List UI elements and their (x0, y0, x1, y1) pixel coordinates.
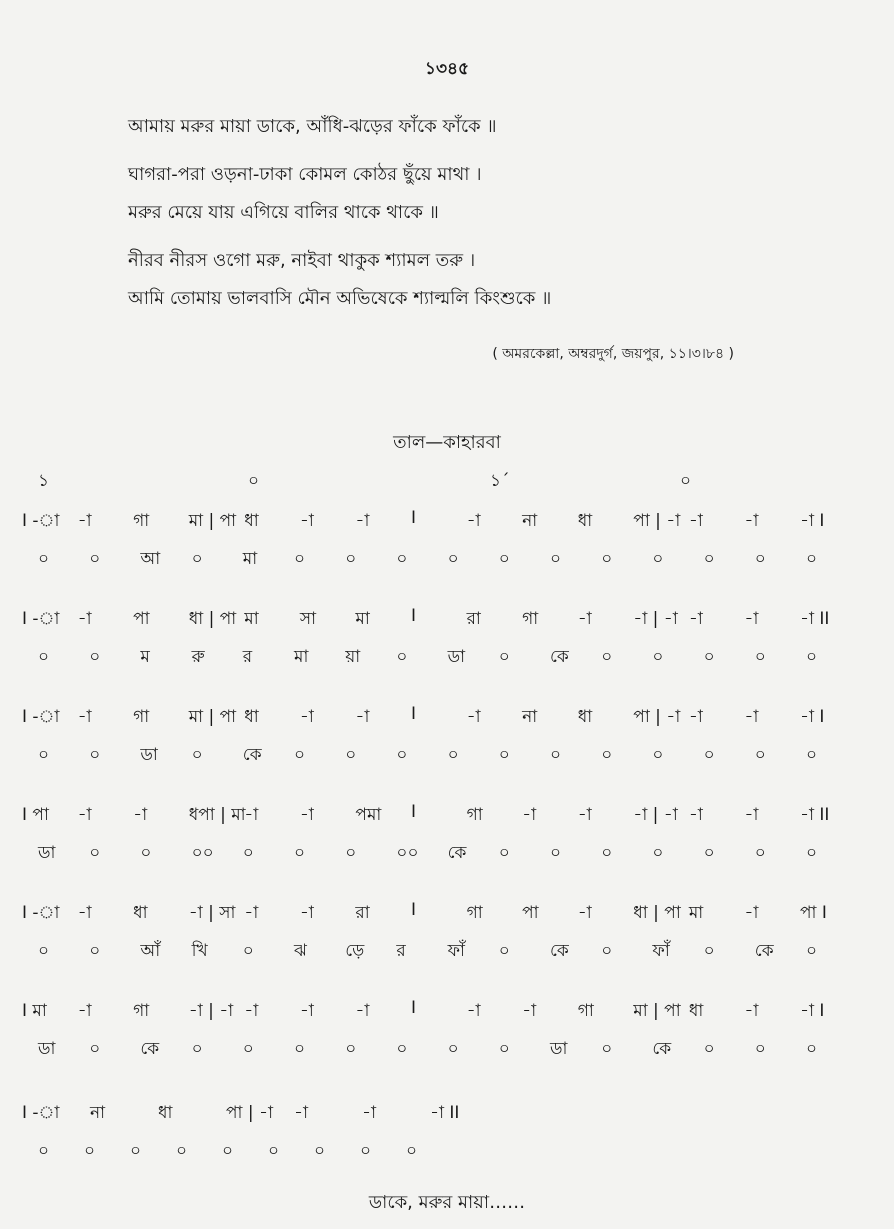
lyric-syllable: ০ (38, 647, 50, 667)
notation-row (0, 998, 894, 1026)
page-number: ১৩৪৫ (424, 59, 470, 79)
verse-line-5: আমি তোমায় ভালবাসি মৌন অভিষেকে শ্যাল্মলি কিংশুকে ॥ (128, 288, 552, 309)
note-cell: -া (577, 805, 592, 825)
lyric-syllable: ০ (89, 647, 101, 667)
lyric-syllable: ০ (703, 745, 715, 765)
lyric-syllable: ০ (396, 647, 408, 667)
note-cell: ধা | পা (633, 903, 681, 923)
closing-line: ডাকে, মরুর মায়া…… (368, 1192, 526, 1213)
note-cell: -া (77, 1001, 92, 1021)
note-cell: -া I (800, 511, 825, 531)
note-cell: -া (466, 511, 481, 531)
note-cell: -া (244, 805, 259, 825)
note-cell: -া | -া (633, 609, 678, 629)
lyric-syllable: ০ (703, 843, 715, 863)
lyric-syllable: ০ (176, 1141, 188, 1161)
note-cell: -া (744, 609, 759, 629)
lyric-syllable: ০ (242, 843, 254, 863)
lyric-syllable: আঁ (140, 941, 161, 961)
note-cell: -া (299, 1001, 314, 1021)
note-cell: গা (133, 511, 150, 531)
notation-row (0, 704, 894, 732)
note-cell: ধা (577, 707, 593, 727)
lyric-syllable: ০ (652, 745, 664, 765)
note-cell: -া (77, 707, 92, 727)
note-cell: -া (744, 707, 759, 727)
lyric-syllable: ০ (601, 941, 613, 961)
lyric-syllable: ০ (191, 745, 203, 765)
lyric-syllable: ০ (360, 1141, 372, 1161)
note-cell: ধা (244, 511, 259, 531)
lyric-syllable: ০ (447, 745, 459, 765)
lyric-row (0, 1036, 894, 1064)
verse-line-4: নীরব নীরস ওগো মরু, নাইবা থাকুক শ্যামল তরু । (128, 250, 476, 271)
beat-marks (0, 468, 894, 492)
lyric-syllable: ০ (345, 745, 357, 765)
lyric-syllable: ০ (806, 1039, 818, 1059)
lyric-syllable: ০ (191, 549, 203, 569)
lyric-row (0, 840, 894, 868)
note-cell: -া (299, 903, 314, 923)
verse-line-1: আমায় মরুর মায়া ডাকে, আঁধি-ঝড়ের ফাঁকে ফাঁকে ॥ (128, 116, 497, 137)
lyric-syllable: ০ (806, 549, 818, 569)
lyric-syllable: ০ (498, 941, 510, 961)
lyric-syllable: ০ (294, 1039, 306, 1059)
lyric-syllable: ০ (498, 549, 510, 569)
lyric-syllable: ০ (222, 1141, 234, 1161)
lyric-syllable: ০ (754, 647, 766, 667)
notation-row (0, 802, 894, 830)
note-cell: -া (299, 707, 314, 727)
lyric-syllable: ০ (550, 549, 562, 569)
lyric-syllable: ডা (550, 1039, 568, 1059)
lyric-syllable: ০ (652, 843, 664, 863)
note-cell: I -া (22, 903, 60, 923)
lyric-syllable: ০ (703, 647, 715, 667)
lyric-syllable: ০ (345, 843, 357, 863)
lyric-syllable: ০ (754, 1039, 766, 1059)
note-cell: -া (77, 511, 92, 531)
lyric-row (0, 938, 894, 966)
lyric-syllable: ০ (38, 549, 50, 569)
lyric-syllable: ০ (498, 647, 510, 667)
lyric-syllable: ০ (38, 941, 50, 961)
note-cell: -া (77, 903, 92, 923)
note-cell: I -া (22, 707, 60, 727)
notation-row (0, 900, 894, 928)
note-cell: -া (77, 609, 92, 629)
note-cell: -া (299, 511, 314, 531)
lyric-syllable: ০ (498, 843, 510, 863)
note-cell: গা (466, 805, 483, 825)
note-cell: মা (688, 903, 704, 923)
lyric-syllable: ০ (652, 647, 664, 667)
note-cell: -া (577, 609, 592, 629)
lyric-syllable: ০ (89, 549, 101, 569)
note-cell: পা | -া (226, 1103, 273, 1123)
lyric-syllable: ০ (38, 1141, 50, 1161)
note-cell: I (411, 704, 417, 724)
lyric-syllable: ০ (754, 843, 766, 863)
note-cell: -া (688, 805, 703, 825)
note-cell: ধা (577, 511, 593, 531)
note-cell: গা (466, 903, 483, 923)
lyric-row (0, 742, 894, 770)
note-cell: গা (133, 707, 150, 727)
notation-row (0, 508, 894, 536)
notation-row (0, 1100, 894, 1128)
lyric-syllable: কে (447, 843, 467, 863)
lyric-syllable: ০ (345, 549, 357, 569)
note-cell: I (411, 998, 417, 1018)
lyric-syllable: ০ (89, 1039, 101, 1059)
lyric-syllable: ০ (294, 843, 306, 863)
note-cell: ধা (244, 707, 259, 727)
note-cell: -া (744, 805, 759, 825)
lyric-syllable: ০ (601, 647, 613, 667)
note-cell: রা (355, 903, 370, 923)
lyric-syllable: ০ (703, 549, 715, 569)
lyric-syllable: ০০ (191, 843, 214, 863)
lyric-syllable: ০ (498, 745, 510, 765)
lyric-syllable: ডা (447, 647, 466, 667)
note-cell: গা (133, 1001, 150, 1021)
lyric-syllable: ডা (38, 1039, 56, 1059)
lyric-syllable: ০ (38, 745, 50, 765)
lyric-syllable: ০ (550, 843, 562, 863)
note-cell: মা (244, 609, 259, 629)
note-cell: পমা (355, 805, 382, 825)
note-cell: রা (466, 609, 481, 629)
lyric-syllable: ০ (140, 843, 152, 863)
note-cell: ধপা | মা (188, 805, 246, 825)
composition-credit: ( অমরকেল্লা, অম্বরদুর্গ, জয়পুর, ১১।৩।৮৪ ) (492, 346, 734, 362)
verse-line-2: ঘাগরা-পরা ওড়না-ঢাকা কোমল কোঠর ছুঁয়ে মাথা । (128, 164, 482, 185)
note-cell: I (411, 802, 417, 822)
note-cell: -া (294, 1103, 308, 1123)
lyric-syllable: ০ (294, 549, 306, 569)
lyric-syllable: ০ (601, 745, 613, 765)
notation-row (0, 606, 894, 634)
lyric-syllable: ফাঁ (652, 941, 670, 961)
lyric-syllable: ০ (268, 1141, 280, 1161)
note-cell: I -া (22, 1103, 60, 1123)
lyric-syllable: মা (294, 647, 309, 667)
lyric-syllable: ০ (601, 549, 613, 569)
lyric-syllable: আ (140, 549, 161, 569)
lyric-syllable: ০ (396, 549, 408, 569)
note-cell: -া (466, 707, 481, 727)
note-cell: সা (299, 609, 317, 629)
note-cell: -া II (430, 1103, 460, 1123)
lyric-syllable: মা (242, 549, 258, 569)
note-cell: পা | -া (633, 511, 681, 531)
lyric-syllable: ০ (314, 1141, 326, 1161)
lyric-row (0, 546, 894, 574)
note-cell: -া | সা (188, 903, 236, 923)
note-cell: -া (522, 1001, 537, 1021)
note-cell: -া II (800, 609, 830, 629)
note-cell: পা | -া (633, 707, 681, 727)
lyric-syllable: ০ (447, 549, 459, 569)
lyric-syllable: ০ (447, 1039, 459, 1059)
lyric-syllable: ০ (498, 1039, 510, 1059)
lyric-syllable: খি (191, 941, 208, 961)
note-cell: না (522, 511, 538, 531)
lyric-syllable: ডা (38, 843, 56, 863)
lyric-syllable: ০ (652, 549, 664, 569)
note-cell: -া I (800, 1001, 825, 1021)
lyric-syllable: ০ (806, 941, 818, 961)
note-cell: I (411, 508, 417, 528)
lyric-syllable: রু (191, 647, 205, 667)
note-cell: না (522, 707, 538, 727)
note-cell: -া (688, 707, 703, 727)
lyric-syllable: ০ (191, 1039, 203, 1059)
note-cell: -া (77, 805, 92, 825)
lyric-syllable: ০ (294, 745, 306, 765)
lyric-syllable: ০ (242, 1039, 254, 1059)
note-cell: -া (688, 609, 703, 629)
beat-mark: ০ (680, 471, 692, 491)
note-cell: -া (744, 511, 759, 531)
note-cell: -া (244, 1001, 259, 1021)
note-cell: গা (522, 609, 539, 629)
lyric-syllable: কে (550, 647, 569, 667)
lyric-syllable: ০ (703, 1039, 715, 1059)
note-cell: পা (522, 903, 539, 923)
lyric-row (0, 644, 894, 672)
lyric-syllable: ০ (754, 745, 766, 765)
note-cell: -া (244, 903, 259, 923)
note-cell: -া (577, 903, 592, 923)
note-cell: -া (355, 707, 370, 727)
lyric-syllable: কে (754, 941, 774, 961)
lyric-syllable: কে (652, 1039, 672, 1059)
lyric-syllable: ০ (89, 941, 101, 961)
note-cell: ধা (133, 903, 148, 923)
note-cell: -া (355, 511, 370, 531)
note-cell: -া (362, 1103, 376, 1123)
note-cell: মা | পা (633, 1001, 681, 1021)
note-cell: I পা (22, 805, 49, 825)
note-cell: -া (522, 805, 537, 825)
lyric-syllable: য়া (345, 647, 361, 667)
note-cell: -া (744, 1001, 759, 1021)
lyric-syllable: র (242, 647, 253, 667)
note-cell: -া (299, 805, 314, 825)
beat-mark: ০ (248, 471, 260, 491)
note-cell: মা (355, 609, 370, 629)
note-cell: I -া (22, 609, 60, 629)
note-cell: -া (355, 1001, 370, 1021)
lyric-syllable: ডা (140, 745, 158, 765)
lyric-syllable: ০ (806, 745, 818, 765)
lyric-syllable: কে (140, 1039, 160, 1059)
note-cell: ধা (158, 1103, 173, 1123)
lyric-syllable: ঝ (294, 941, 307, 961)
note-cell: -া (466, 1001, 481, 1021)
lyric-syllable: ০ (550, 745, 562, 765)
lyric-syllable: ০ (242, 941, 254, 961)
lyric-syllable: কে (550, 941, 569, 961)
note-cell: পা I (800, 903, 827, 923)
note-cell: -া (133, 805, 148, 825)
lyric-syllable: ০ (396, 745, 408, 765)
lyric-syllable: ০ (396, 1039, 408, 1059)
lyric-syllable: ০ (84, 1141, 96, 1161)
note-cell: -া II (800, 805, 830, 825)
lyric-syllable: ০ (806, 843, 818, 863)
note-cell: I -া (22, 511, 60, 531)
lyric-syllable: ০ (754, 549, 766, 569)
note-cell: -া (688, 511, 703, 531)
lyric-syllable: ০ (89, 843, 101, 863)
lyric-syllable: ০ (601, 843, 613, 863)
taal-heading: তাল—কাহারবা (393, 432, 501, 453)
note-cell: I (411, 606, 417, 626)
lyric-syllable: ০ (806, 647, 818, 667)
lyric-syllable: ম (140, 647, 150, 667)
lyric-row (0, 1138, 894, 1166)
note-cell: -া I (800, 707, 825, 727)
lyric-syllable: ০০ (396, 843, 419, 863)
beat-mark: ১ (38, 471, 50, 491)
note-cell: -া | -া (188, 1001, 234, 1021)
note-cell: ধা | পা (188, 609, 237, 629)
lyric-syllable: র (396, 941, 406, 961)
lyric-syllable: ০ (345, 1039, 357, 1059)
lyric-syllable: ০ (601, 1039, 613, 1059)
note-cell: গা (577, 1001, 594, 1021)
lyric-syllable: কে (242, 745, 262, 765)
lyric-syllable: ০ (406, 1141, 418, 1161)
verse-line-3: মরুর মেয়ে যায় এগিয়ে বালির থাকে থাকে ॥ (128, 202, 439, 223)
note-cell: I মা (22, 1001, 47, 1021)
beat-mark: ১´ (490, 471, 510, 491)
note-cell: -া | -া (633, 805, 678, 825)
lyric-syllable: ০ (130, 1141, 142, 1161)
note-cell: না (90, 1103, 106, 1123)
note-cell: I (411, 900, 417, 920)
note-cell: মা | পা (188, 707, 237, 727)
note-cell: -া (744, 903, 759, 923)
note-cell: ধা (688, 1001, 704, 1021)
lyric-syllable: ফাঁ (447, 941, 465, 961)
note-cell: মা | পা (188, 511, 237, 531)
lyric-syllable: ০ (703, 941, 715, 961)
lyric-syllable: ড়ে (345, 941, 365, 961)
lyric-syllable: ০ (89, 745, 101, 765)
note-cell: পা (133, 609, 150, 629)
